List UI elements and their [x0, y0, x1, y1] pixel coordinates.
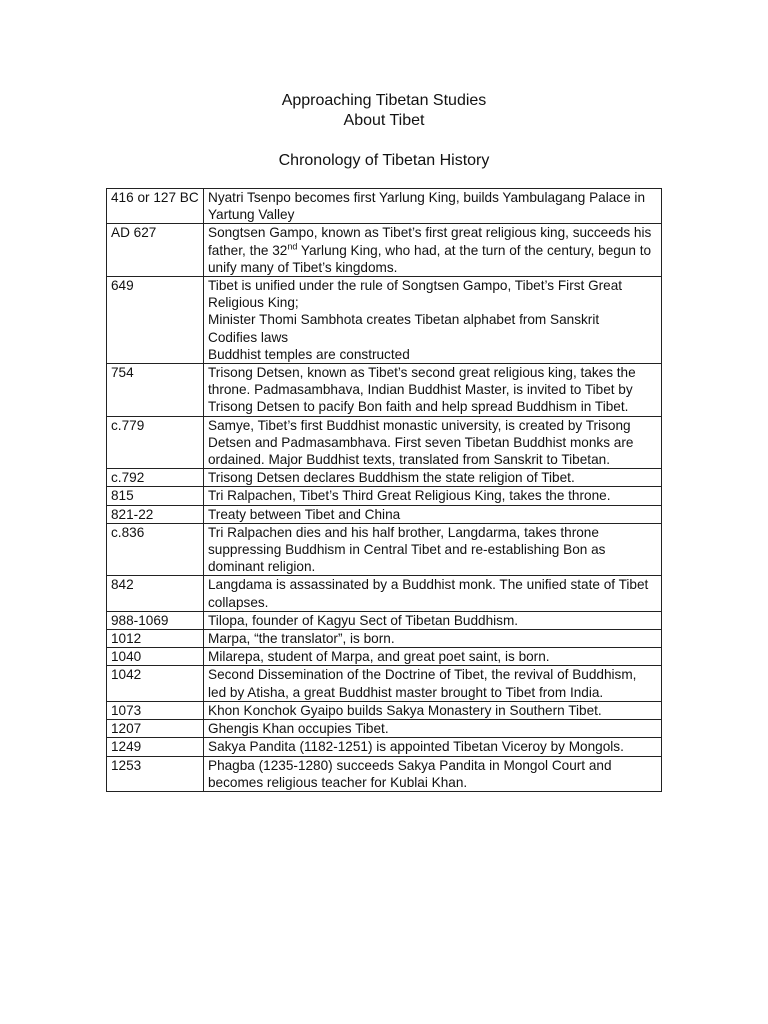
event-description	[204, 224, 662, 277]
event-date: 416 or 127 BC	[107, 189, 204, 224]
chronology-table	[106, 188, 662, 792]
event-description	[204, 738, 662, 756]
event-line: Trisong Detsen declares Buddhism the state religion of Tibet.	[208, 470, 575, 486]
event-line: Milarepa, student of Marpa, and great poet saint, is born.	[208, 649, 550, 665]
table-row	[107, 189, 662, 224]
event-description	[204, 630, 662, 648]
event-date: 1040	[107, 648, 204, 666]
event-date: 842	[107, 576, 204, 611]
event-description	[204, 364, 662, 417]
table-row	[107, 523, 662, 576]
event-description	[204, 189, 662, 224]
event-description	[204, 416, 662, 469]
event-date: 649	[107, 277, 204, 364]
event-description	[204, 666, 662, 701]
table-row	[107, 738, 662, 756]
table-row	[107, 505, 662, 523]
event-line: Ghengis Khan occupies Tibet.	[208, 721, 389, 737]
event-date: 1249	[107, 738, 204, 756]
event-date: 1042	[107, 666, 204, 701]
event-line: Nyatri Tsenpo becomes first Yarlung King, builds Yambulagang Palace in Yartung Valley	[208, 190, 646, 223]
event-line: Treaty between Tibet and China	[208, 506, 401, 522]
event-date: c.836	[107, 523, 204, 576]
ordinal-suffix: nd	[287, 241, 298, 252]
table-row	[107, 277, 662, 364]
event-date: 1073	[107, 701, 204, 719]
event-line: Sakya Pandita (1182-1251) is appointed Tibetan Viceroy by Mongols.	[208, 739, 624, 755]
event-date: 1253	[107, 756, 204, 791]
event-description	[204, 523, 662, 576]
event-line: Khon Konchok Gyaipo builds Sakya Monastery in Southern Tibet.	[208, 702, 602, 718]
event-line: Buddhist temples are constructed	[208, 346, 410, 362]
event-line: Langdama is assassinated by a Buddhist monk. The unified state of Tibet collapses.	[208, 577, 649, 610]
event-date: 1207	[107, 720, 204, 738]
table-row	[107, 469, 662, 487]
event-line: Tibet is unified under the rule of Songtsen Gampo, Tibet’s First Great Religious King;	[208, 278, 623, 311]
event-line	[208, 224, 657, 276]
event-description	[204, 701, 662, 719]
event-date: 754	[107, 364, 204, 417]
table-row	[107, 648, 662, 666]
table-row	[107, 364, 662, 417]
event-line: Trisong Detsen, known as Tibet’s second great religious king, takes the throne. Padmasambhava, Indian Buddhist Master, is invited to Tibet by Trisong Detsen to pacify Bon faith and help spread Buddhism in Tibet.	[208, 365, 636, 415]
event-description	[204, 469, 662, 487]
event-description	[204, 487, 662, 505]
table-row	[107, 611, 662, 629]
table-row	[107, 720, 662, 738]
event-line: Tilopa, founder of Kagyu Sect of Tibetan Buddhism.	[208, 612, 519, 628]
table-row	[107, 224, 662, 277]
event-text: Songtsen Gampo, known as Tibet’s first great religious king, succeeds his father, the 32	[208, 225, 652, 258]
event-line: Phagba (1235-1280) succeeds Sakya Pandita in Mongol Court and becomes religious teacher for Kublai Khan.	[208, 757, 612, 790]
chronology-body	[107, 189, 662, 792]
event-line: Marpa, “the translator”, is born.	[208, 631, 395, 647]
event-description	[204, 277, 662, 364]
document-subtitle: About Tibet	[343, 112, 425, 129]
table-row	[107, 487, 662, 505]
event-line: Second Dissemination of the Doctrine of Tibet, the revival of Buddhism, led by Atisha, a great Buddhist master brought to Tibet from India.	[208, 667, 637, 700]
event-description	[204, 720, 662, 738]
event-line: Codifies laws	[208, 329, 289, 345]
table-row	[107, 576, 662, 611]
table-row	[107, 416, 662, 469]
event-description	[204, 648, 662, 666]
table-row	[107, 666, 662, 701]
event-date: 815	[107, 487, 204, 505]
event-description	[204, 505, 662, 523]
event-line: Tri Ralpachen, Tibet’s Third Great Religious King, takes the throne.	[208, 488, 611, 504]
table-row	[107, 701, 662, 719]
event-line: Minister Thomi Sambhota creates Tibetan alphabet from Sanskrit	[208, 312, 600, 328]
event-line: Tri Ralpachen dies and his half brother, Langdarma, takes throne suppressing Buddhism in Central Tibet and re-establishing Bon as dominant religion.	[208, 524, 606, 575]
event-date: c.779	[107, 416, 204, 469]
table-row	[107, 630, 662, 648]
event-description	[204, 576, 662, 611]
table-row	[107, 756, 662, 791]
document-title: Approaching Tibetan Studies	[281, 92, 487, 109]
event-date: 821-22	[107, 505, 204, 523]
table-heading: Chronology of Tibetan History	[278, 152, 490, 169]
event-description	[204, 611, 662, 629]
event-date: AD 627	[107, 224, 204, 277]
event-date: c.792	[107, 469, 204, 487]
event-line: Samye, Tibet’s first Buddhist monastic university, is created by Trisong Detsen and Padmasambhava. First seven Tibetan Buddhist monks are ordained. Major Buddhist texts, translated from Sanskrit to Tibetan.	[208, 417, 634, 468]
event-date: 988-1069	[107, 611, 204, 629]
event-text: Yarlung King, who had, at the turn of the century, begun to unify many of Tibet’s kingdoms.	[208, 242, 652, 275]
event-date: 1012	[107, 630, 204, 648]
event-description	[204, 756, 662, 791]
